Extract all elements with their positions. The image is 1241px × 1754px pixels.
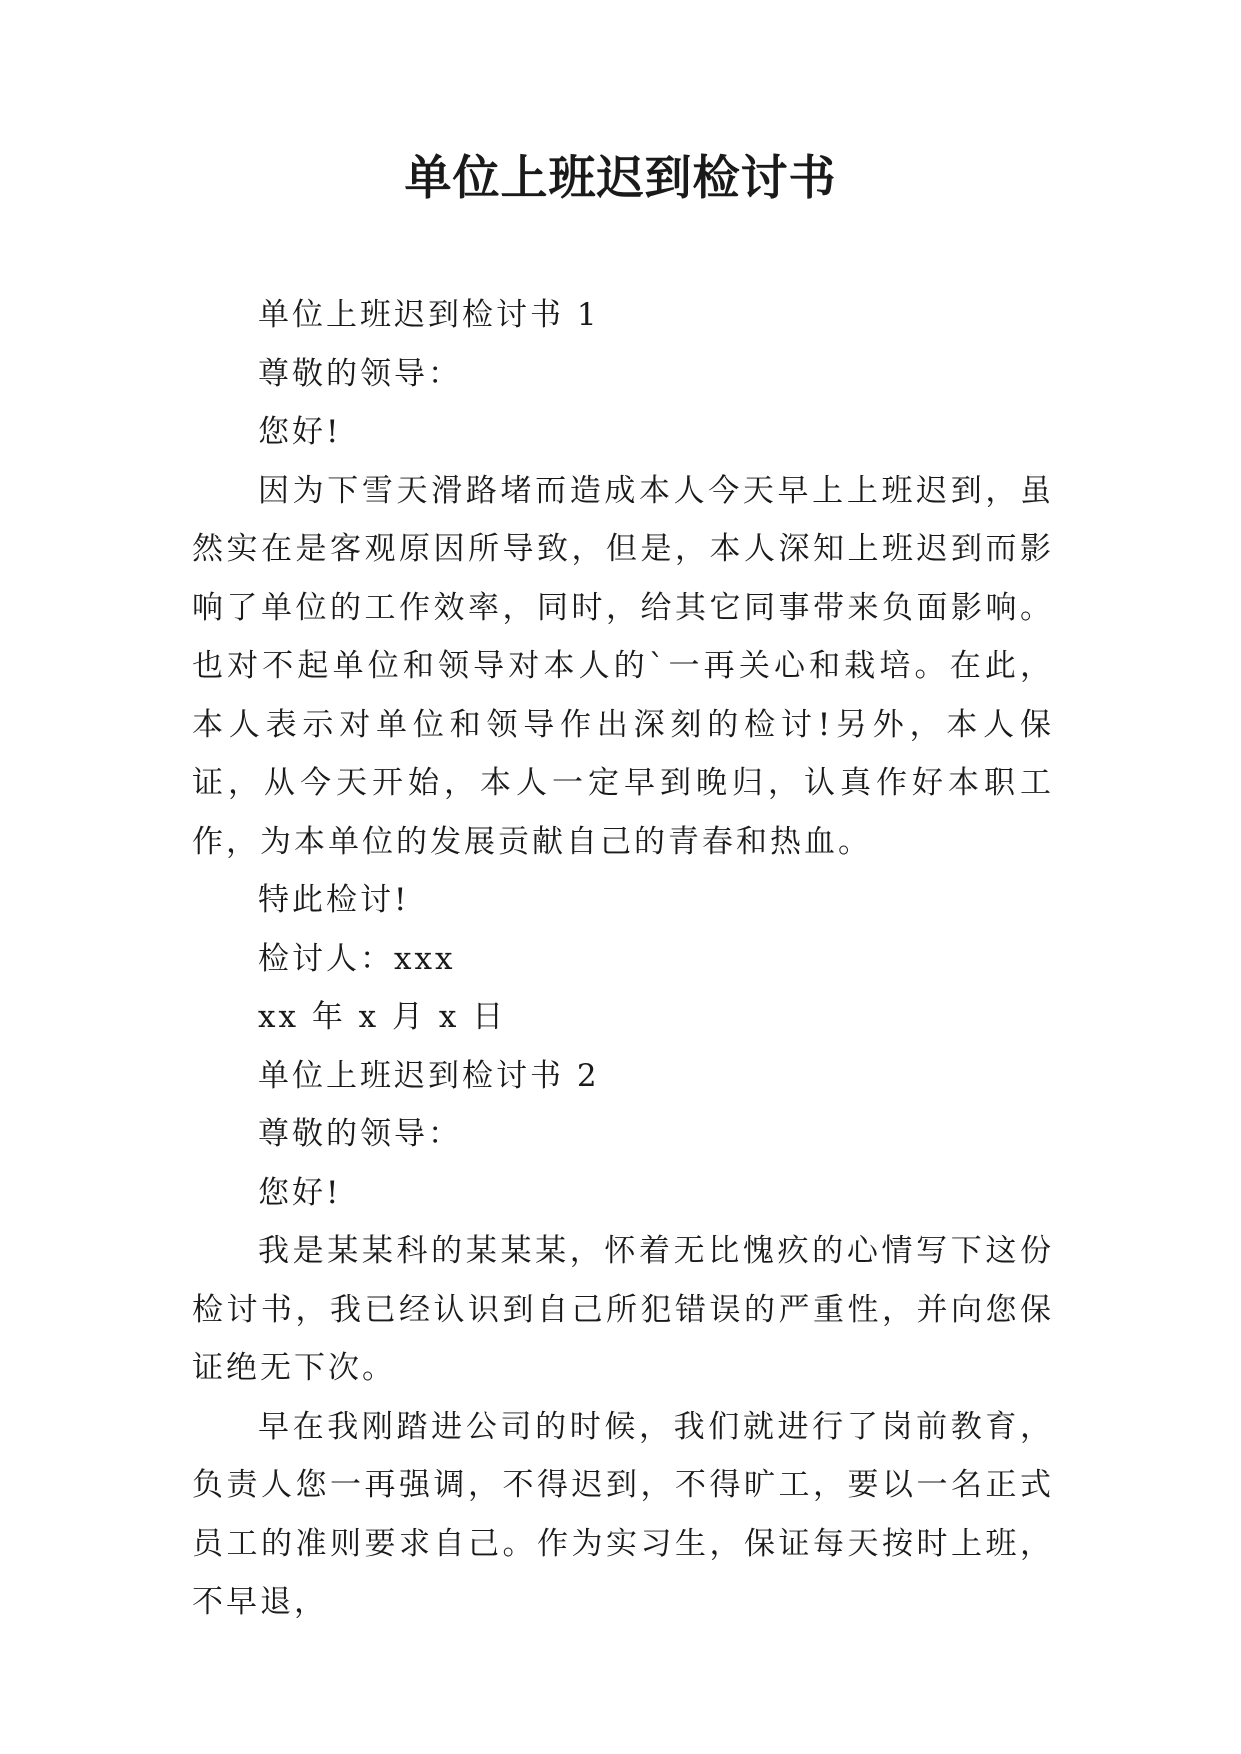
signature-line: 检讨人：xxx — [258, 940, 456, 977]
document-title: 单位上班迟到检讨书 — [404, 151, 837, 206]
body-paragraph: 早在我刚踏进公司的时候，我们就进行了岗前教育，负责人您一再强调，不得迟到，不得旷工，要以一名正式员工的准则要求自己。作为实习生，保证每天按时上班，不早退， — [192, 1408, 1054, 1620]
body-paragraph: 因为下雪天滑路堵而造成本人今天早上上班迟到，虽然实在是客观原因所导致，但是，本人深知上班迟到而影响了单位的工作效率，同时，给其它同事带来负面影响。也对不起单位和领导对本人的`一再关心和栽培。在此，本人表示对单位和领导作出深刻的检讨!另外，本人保证，从今天开始，本人一定早到晚归，认真作好本职工作，为本单位的发展贡献自己的青春和热血。 — [192, 472, 1054, 860]
body-paragraph: 我是某某科的某某某，怀着无比愧疚的心情写下这份检讨书，我已经认识到自己所犯错误的严重性，并向您保证绝无下次。 — [192, 1233, 1054, 1386]
closing-remark: 特此检讨! — [258, 882, 410, 918]
document-body — [192, 286, 1054, 1632]
salutation: 尊敬的领导： — [258, 355, 462, 392]
greeting: 您好! — [258, 1174, 342, 1211]
greeting: 您好! — [258, 414, 342, 450]
date-line: xx 年 x 月 x 日 — [258, 999, 507, 1035]
section-heading-2: 单位上班迟到检讨书 2 — [258, 1057, 600, 1094]
section-heading-1: 单位上班迟到检讨书 1 — [258, 297, 600, 333]
salutation: 尊敬的领导： — [258, 1116, 462, 1152]
